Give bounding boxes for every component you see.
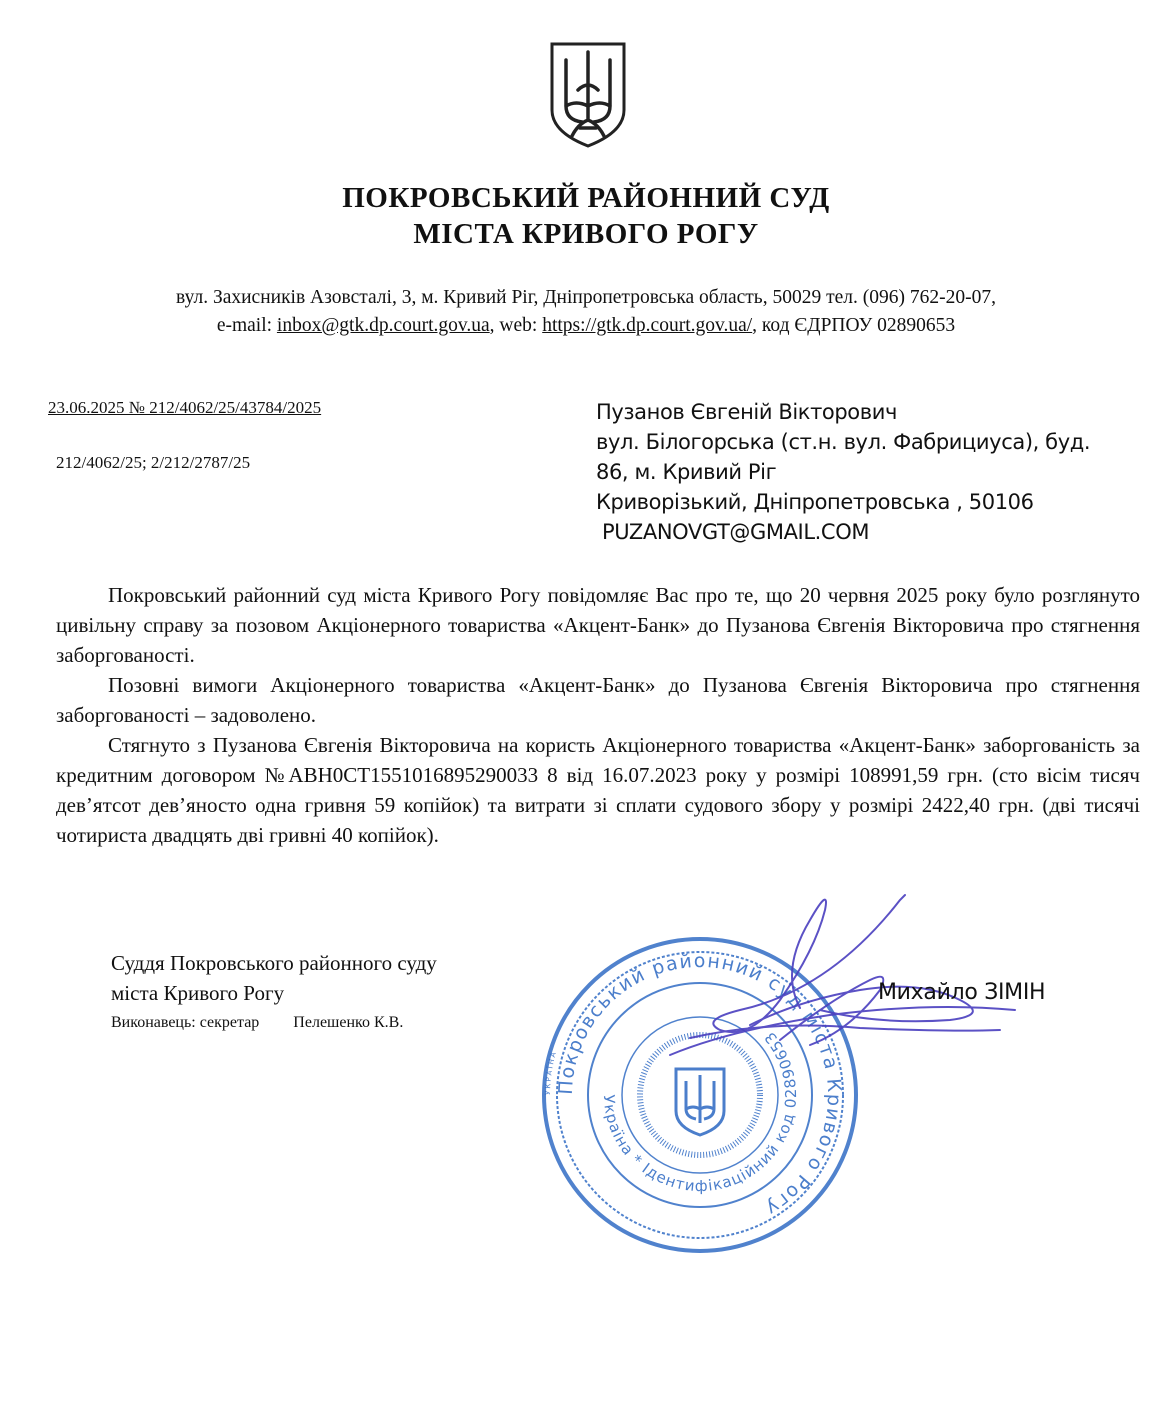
judge-title-line1: Суддя Покровського районного суду <box>111 951 437 975</box>
web-link[interactable]: https://gtk.dp.court.gov.ua/ <box>542 315 753 336</box>
recipient-address-line1: вул. Білогорська (ст.н. вул. Фабрициуса), буд. <box>596 430 1091 454</box>
recipient-email: PUZANOVGT@GMAIL.COM <box>602 520 870 544</box>
court-address: вул. Захисників Азовсталі, 3, м. Кривий Ріг, Дніпропетровська область, 50029 тел. (096) 762-20-07, <box>176 287 996 308</box>
recipient-name: Пузанов Євгеній Вікторович <box>596 400 897 424</box>
court-contacts <box>0 315 1172 337</box>
email-prefix: e-mail: <box>216 315 277 336</box>
judge-name: Михайло ЗІМІН <box>878 980 1046 1005</box>
court-name-line2: МІСТА КРИВОГО РОГУ <box>413 218 759 250</box>
recipient-block <box>596 397 1090 547</box>
stamp-inner-text: Україна * Ідентифікаційний код 02890653 <box>599 1027 801 1196</box>
recipient-address-line3: Криворізький, Дніпропетровська , 50106 <box>596 490 1034 514</box>
outgoing-number: 23.06.2025 № 212/4062/25/43784/2025 <box>48 398 322 417</box>
recipient-address-line2: 86, м. Кривий Ріг <box>596 460 777 484</box>
trident-emblem-icon <box>548 40 628 148</box>
case-numbers: 212/4062/25; 2/212/2787/25 <box>56 453 251 472</box>
stamp-outer-text: Покровський районний суд міста Кривого Рогу <box>554 949 846 1221</box>
judge-title <box>111 948 437 1008</box>
email-link[interactable]: inbox@gtk.dp.court.gov.ua <box>276 315 490 336</box>
body-paragraph-2: Позовні вимоги Акціонерного товариства «Акцент-Банк» до Пузанова Євгенія Вікторовича про стягнення заборгованості – задоволено. <box>56 673 1140 727</box>
edrpou-code: , код ЄДРПОУ 02890653 <box>752 315 956 336</box>
body-paragraph-3: Стягнуто з Пузанова Євгенія Вікторовича на користь Акціонерного товариства «Акцент-Банк» заборгованість за кредитним договором №ABH0CT1551016895290033 8 від 16.07.2023 року у розмірі 108991,59 грн. (сто вісім тисяч дев’ятсот дев’яносто одна гривня 59 копійок) та витрати зі сплати судового збору у розмірі 2422,40 грн. (дві тисячі чотириста двадцять дві гривні 40 копійок). <box>56 733 1140 847</box>
web-prefix: , web: <box>489 315 543 336</box>
executor-line <box>111 1014 403 1032</box>
court-name-line1: ПОКРОВСЬКИЙ РАЙОННИЙ СУД <box>342 182 830 214</box>
executor-label: Виконавець: секретар <box>111 1014 260 1031</box>
body-paragraph-1: Покровський районний суд міста Кривого Рогу повідомляє Вас про те, що 20 червня 2025 року було розглянуто цивільну справу за позовом Акціонерного товариства «Акцент-Банк» до Пузанова Євгенія Вікторовича про стягнення заборгованості. <box>56 583 1140 667</box>
stamp-ring-text: УКРАЇНА <box>543 1049 559 1096</box>
judge-title-line2: міста Кривого Рогу <box>111 981 285 1005</box>
executor-name: Пелешенко К.В. <box>293 1014 404 1031</box>
body-text <box>56 580 1140 850</box>
